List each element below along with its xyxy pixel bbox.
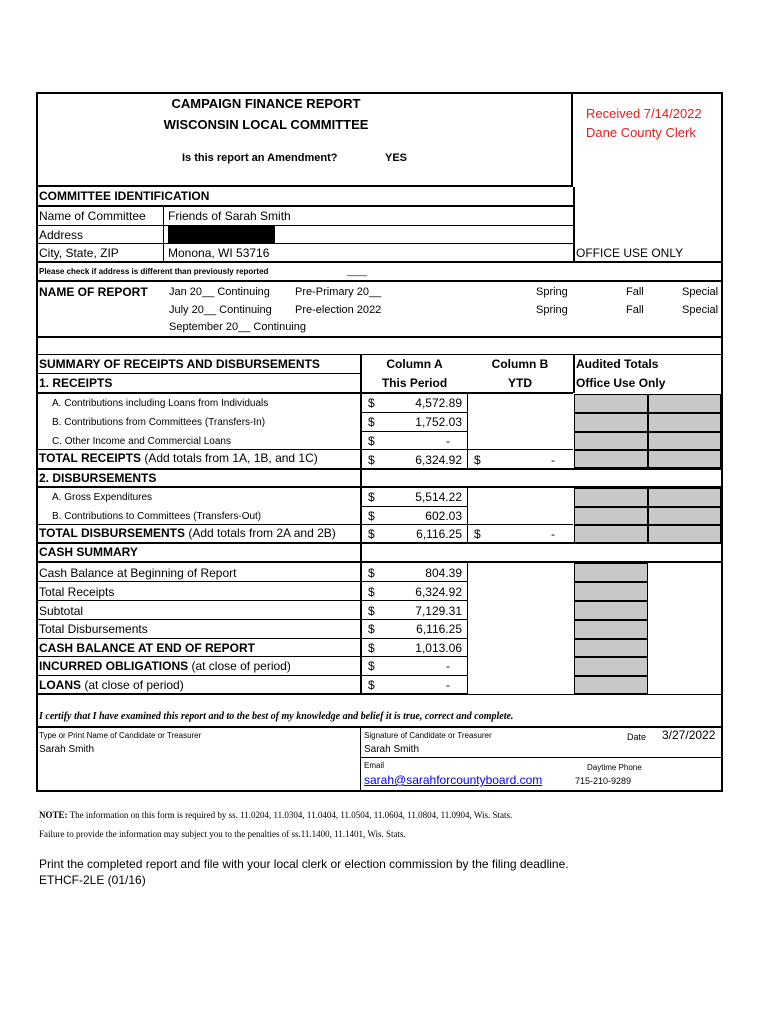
incurred-obligations-label [39,659,291,673]
dollar-sign: $ [474,453,481,467]
receipts-other-label: C. Other Income and Commercial Loans [52,436,231,447]
cash-begin-amount[interactable]: 804.39 [425,566,462,580]
audit-box [574,657,648,676]
option-pre-primary[interactable]: Pre-Primary 20__ [295,286,382,298]
dollar-sign: $ [368,678,375,692]
receipts-title: 1. RECEIPTS [39,376,113,390]
dollar-sign: $ [368,396,375,410]
audit-box [648,432,721,450]
office-use-label: OFFICE USE ONLY [576,246,684,260]
dollar-sign: $ [368,622,375,636]
dollar-sign: $ [368,453,375,467]
total-disbursements-label [39,526,336,540]
email-label: Email [364,761,385,770]
gross-expenditures-label: A. Gross Expenditures [52,492,153,503]
clerk-stamp: Dane County Clerk [586,125,696,140]
subtotal-amount[interactable]: 7,129.31 [415,604,462,618]
total-disbursements-amount[interactable]: 6,116.25 [416,527,462,541]
address-label: Address [39,228,84,242]
receipts-other-amount[interactable]: - [446,434,450,448]
address-redaction [168,226,275,243]
audit-box [648,394,721,413]
cash-disbursements-amount[interactable]: 6,116.25 [416,622,462,636]
report-subtitle: WISCONSIN LOCAL COMMITTEE [163,117,369,132]
transfers-out-label: B. Contributions to Committees (Transfers-Out) [52,511,262,522]
form-id: ETHCF-2LE (01/16) [39,873,146,887]
dollar-sign: $ [368,641,375,655]
committee-name-label: Name of Committee [39,209,146,223]
phone-value[interactable]: 715-210-9289 [575,776,632,786]
total-disbursements-ytd[interactable]: - [551,527,555,541]
report-name-label: NAME OF REPORT [39,285,148,299]
total-receipts-amount[interactable]: 6,324.92 [415,453,462,467]
total-receipts-note: (Add totals from 1A, 1B, and 1C) [141,451,318,465]
cash-end-amount[interactable]: 1,013.06 [415,641,462,655]
address-change-note: Please check if address is different than previously reported [39,267,269,276]
audit-box [574,639,648,657]
email-link[interactable]: sarah@sarahforcountyboard.com [364,773,543,787]
total-disbursements-note: (Add totals from 2A and 2B) [185,526,336,540]
audit-box [648,507,721,525]
audit-box [574,676,648,694]
cash-disbursements-label: Total Disbursements [39,622,148,636]
column-b-title: Column B [491,357,549,371]
legal-note [39,810,512,820]
audit-box [648,488,721,507]
signature-label: Signature of Candidate or Treasurer [364,731,492,740]
option-spring-2[interactable]: Spring [536,304,568,316]
audited-totals-title: Audited Totals [576,357,659,371]
option-july-continuing[interactable]: July 20__ Continuing [169,304,272,316]
column-a-subtitle: This Period [381,376,448,390]
filing-instructions: Print the completed report and file with your local clerk or election commission by the filing deadline. [39,857,569,871]
column-b-subtitle: YTD [508,376,532,390]
option-spring-1[interactable]: Spring [536,286,568,298]
signature-value[interactable]: Sarah Smith [364,744,420,755]
amendment-answer: YES [385,152,408,164]
audit-box [574,582,648,601]
column-a-title: Column A [386,357,443,371]
received-stamp: Received 7/14/2022 [586,106,702,121]
incurred-obligations-title: INCURRED OBLIGATIONS [39,659,189,673]
note-label: NOTE: [39,810,68,820]
audit-box [574,432,648,450]
dollar-sign: $ [368,604,375,618]
receipts-individuals-label: A. Contributions including Loans from Individuals [52,398,269,409]
phone-label: Daytime Phone [587,763,642,772]
disbursements-title: 2. DISBURSEMENTS [39,471,157,485]
city-label: City, State, ZIP [39,246,119,260]
audit-box [574,601,648,620]
audit-box [574,507,648,525]
city-value: Monona, WI 53716 [168,246,270,260]
committee-name-value: Friends of Sarah Smith [168,209,291,223]
penalty-note: Failure to provide the information may subject you to the penalties of ss.11.1400, 11.1401, Wis. Stats. [39,829,406,839]
address-change-blank[interactable]: ____ [347,266,368,276]
committee-section-title: COMMITTEE IDENTIFICATION [39,189,210,203]
audit-box [648,525,721,543]
audit-box [648,413,721,432]
receipts-committees-amount[interactable]: 1,752.03 [415,415,462,429]
subtotal-label: Subtotal [39,604,84,618]
incurred-obligations-note: (at close of period) [188,659,291,673]
loans-note: (at close of period) [81,678,184,692]
date-label: Date [627,732,647,742]
loans-title: LOANS [39,678,81,692]
audit-box [574,394,648,413]
option-september-continuing[interactable]: September 20__ Continuing [169,321,306,333]
certification-statement: I certify that I have examined this report and to the best of my knowledge and belief it is true, correct and complete. [39,711,514,722]
receipts-individuals-amount[interactable]: 4,572.89 [415,396,462,410]
dollar-sign: $ [368,585,375,599]
cash-end-label: CASH BALANCE AT END OF REPORT [39,641,255,655]
report-title: CAMPAIGN FINANCE REPORT [171,96,361,111]
print-name-value[interactable]: Sarah Smith [39,744,95,755]
dollar-sign: $ [368,434,375,448]
option-fall-2[interactable]: Fall [626,304,644,316]
summary-section-title: SUMMARY OF RECEIPTS AND DISBURSEMENTS [39,357,320,371]
gross-expenditures-amount[interactable]: 5,514.22 [415,490,462,504]
cash-summary-title: CASH SUMMARY [39,545,138,559]
dollar-sign: $ [368,527,375,541]
print-name-label: Type or Print Name of Candidate or Treasurer [39,731,202,740]
audit-box [574,450,648,468]
audit-box [574,413,648,432]
incurred-obligations-amount[interactable]: - [446,659,450,673]
loans-label [39,678,184,692]
cash-begin-label: Cash Balance at Beginning of Report [39,566,237,580]
dollar-sign: $ [368,509,375,523]
audit-box [574,525,648,543]
option-jan-continuing[interactable]: Jan 20__ Continuing [169,286,270,298]
dollar-sign: $ [474,527,481,541]
audit-box [574,620,648,639]
dollar-sign: $ [368,659,375,673]
option-pre-election[interactable]: Pre-election 2022 [295,304,382,316]
note-text: The information on this form is required by ss. 11.0204, 11.0304, 11.0404, 11.0504, 11.0604, 11.0804, 11.0904, Wis. Stats. [67,810,513,820]
option-fall-1[interactable]: Fall [626,286,644,298]
dollar-sign: $ [368,566,375,580]
cash-receipts-label: Total Receipts [39,585,115,599]
option-special-1[interactable]: Special [682,286,719,298]
total-receipts-label [39,451,318,465]
cash-receipts-amount[interactable]: 6,324.92 [415,585,462,599]
total-disbursements-title: TOTAL DISBURSEMENTS [39,526,186,540]
option-special-2[interactable]: Special [682,304,719,316]
transfers-out-amount[interactable]: 602.03 [425,509,462,523]
audit-box [574,488,648,507]
audited-totals-subtitle: Office Use Only [576,376,666,390]
total-receipts-title: TOTAL RECEIPTS [39,451,142,465]
amendment-question: Is this report an Amendment? [182,152,338,164]
audit-box [648,450,721,468]
loans-amount[interactable]: - [446,678,450,692]
dollar-sign: $ [368,415,375,429]
receipts-committees-label: B. Contributions from Committees (Transfers-In) [52,417,266,428]
dollar-sign: $ [368,490,375,504]
audit-box [574,563,648,582]
total-receipts-ytd[interactable]: - [551,453,555,467]
date-value[interactable]: 3/27/2022 [662,728,716,742]
